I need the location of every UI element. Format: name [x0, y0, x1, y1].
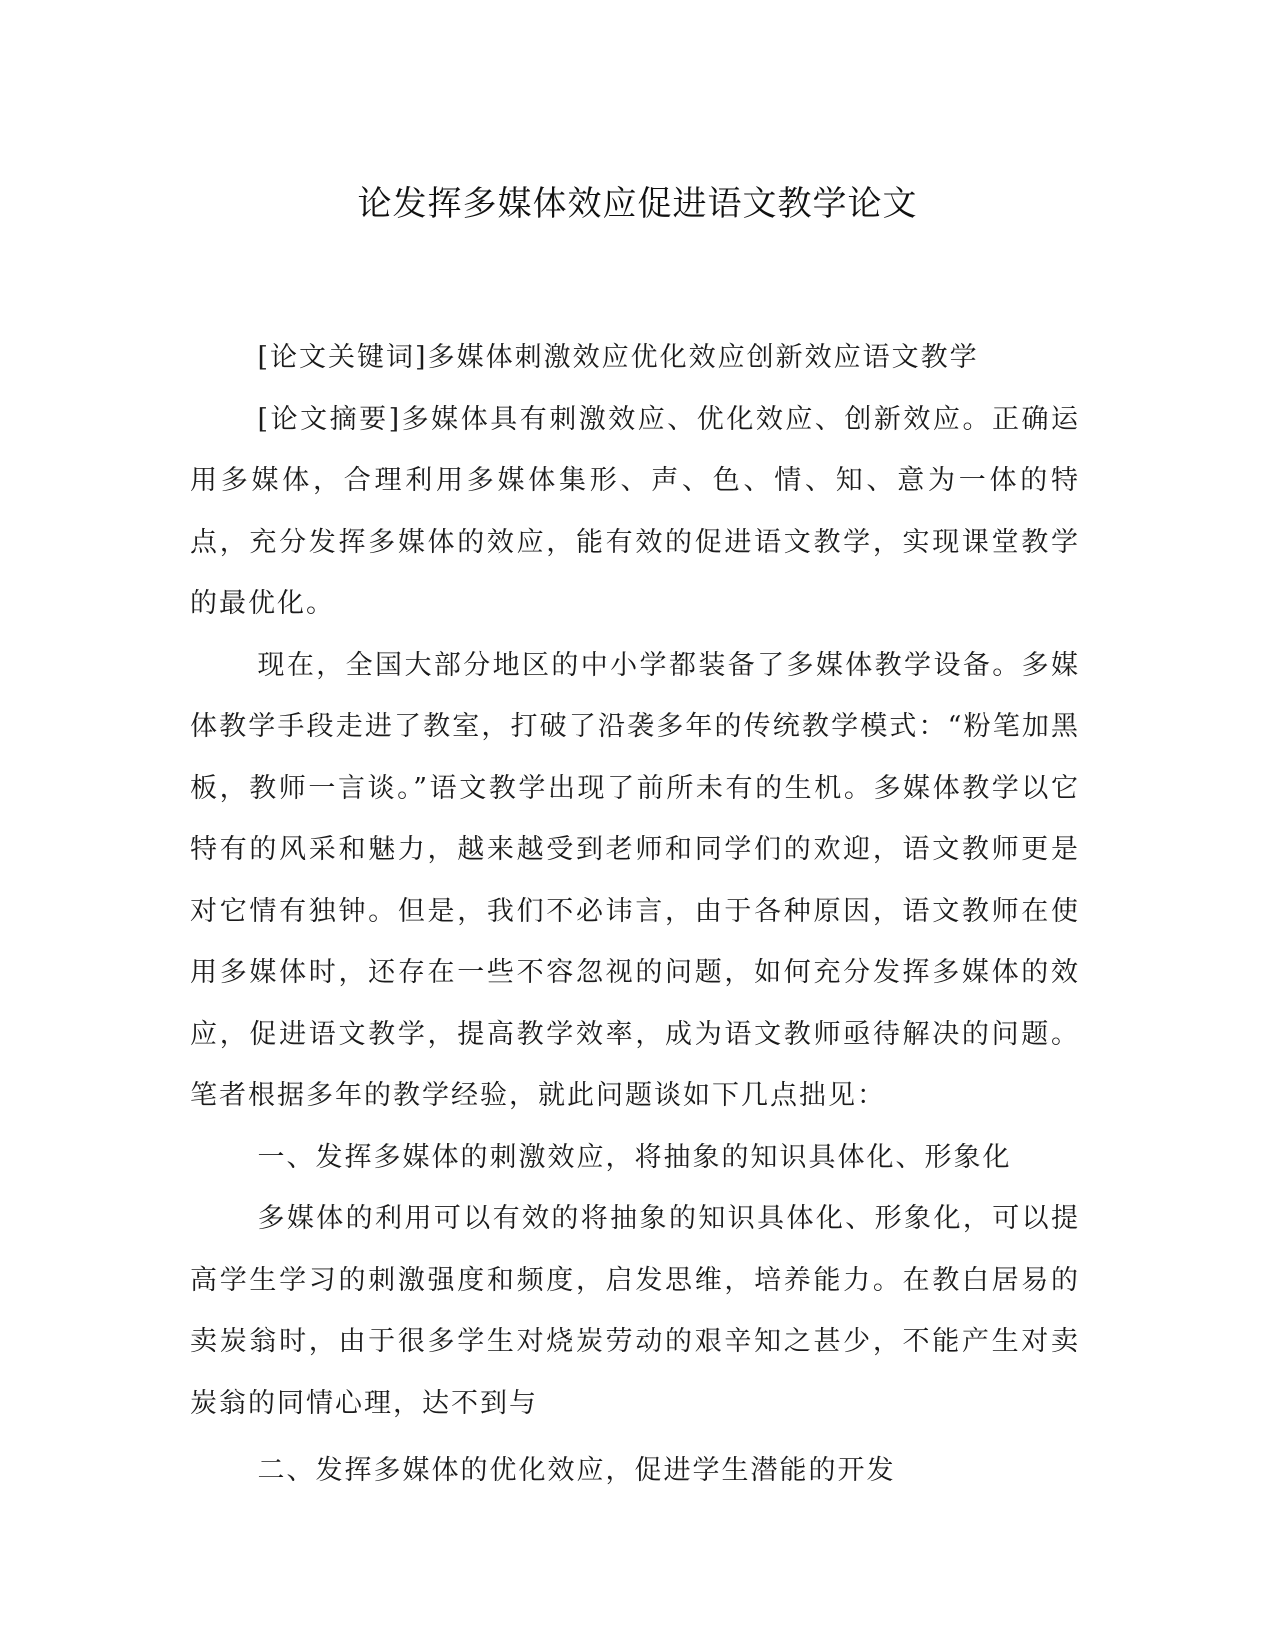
abstract-paragraph: [论文摘要]多媒体具有刺激效应、优化效应、创新效应。正确运用多媒体，合理利用多媒体集形、声、色、情、知、意为一体的特点，充分发挥多媒体的效应，能有效的促进语文教学，实现课堂教学的最优化。	[190, 403, 1080, 619]
document-body	[190, 327, 1080, 1502]
section-1-paragraph: 多媒体的利用可以有效的将抽象的知识具体化、形象化，可以提高学生学习的刺激强度和频度，启发思维，培养能力。在教白居易的卖炭翁时，由于很多学生对烧炭劳动的艰辛知之甚少，不能产生对卖炭翁的同情心理，达不到与	[190, 1203, 1080, 1419]
section-heading-1: 一、发挥多媒体的刺激效应，将抽象的知识具体化、形象化	[257, 1141, 1012, 1173]
section-heading-2: 二、发挥多媒体的优化效应，促进学生潜能的开发	[257, 1455, 896, 1486]
intro-paragraph: 现在，全国大部分地区的中小学都装备了多媒体教学设备。多媒体教学手段走进了教室，打破了沿袭多年的传统教学模式：“粉笔加黑板，教师一言谈。”语文教学出现了前所未有的生机。多媒体教学以它特有的风采和魅力，越来越受到老师和同学们的欢迎，语文教师更是对它情有独钟。但是，我们不必讳言，由于各种原因，语文教师在使用多媒体时，还存在一些不容忽视的问题，如何充分发挥多媒体的效应，促进语文教学，提高教学效率，成为语文教师亟待解决的问题。笔者根据多年的教学经验，就此问题谈如下几点拙见：	[190, 649, 1080, 1111]
keywords-paragraph: [论文关键词]多媒体刺激效应优化效应创新效应语文教学	[257, 342, 979, 373]
document-title: 论发挥多媒体效应促进语文教学论文	[357, 184, 918, 224]
